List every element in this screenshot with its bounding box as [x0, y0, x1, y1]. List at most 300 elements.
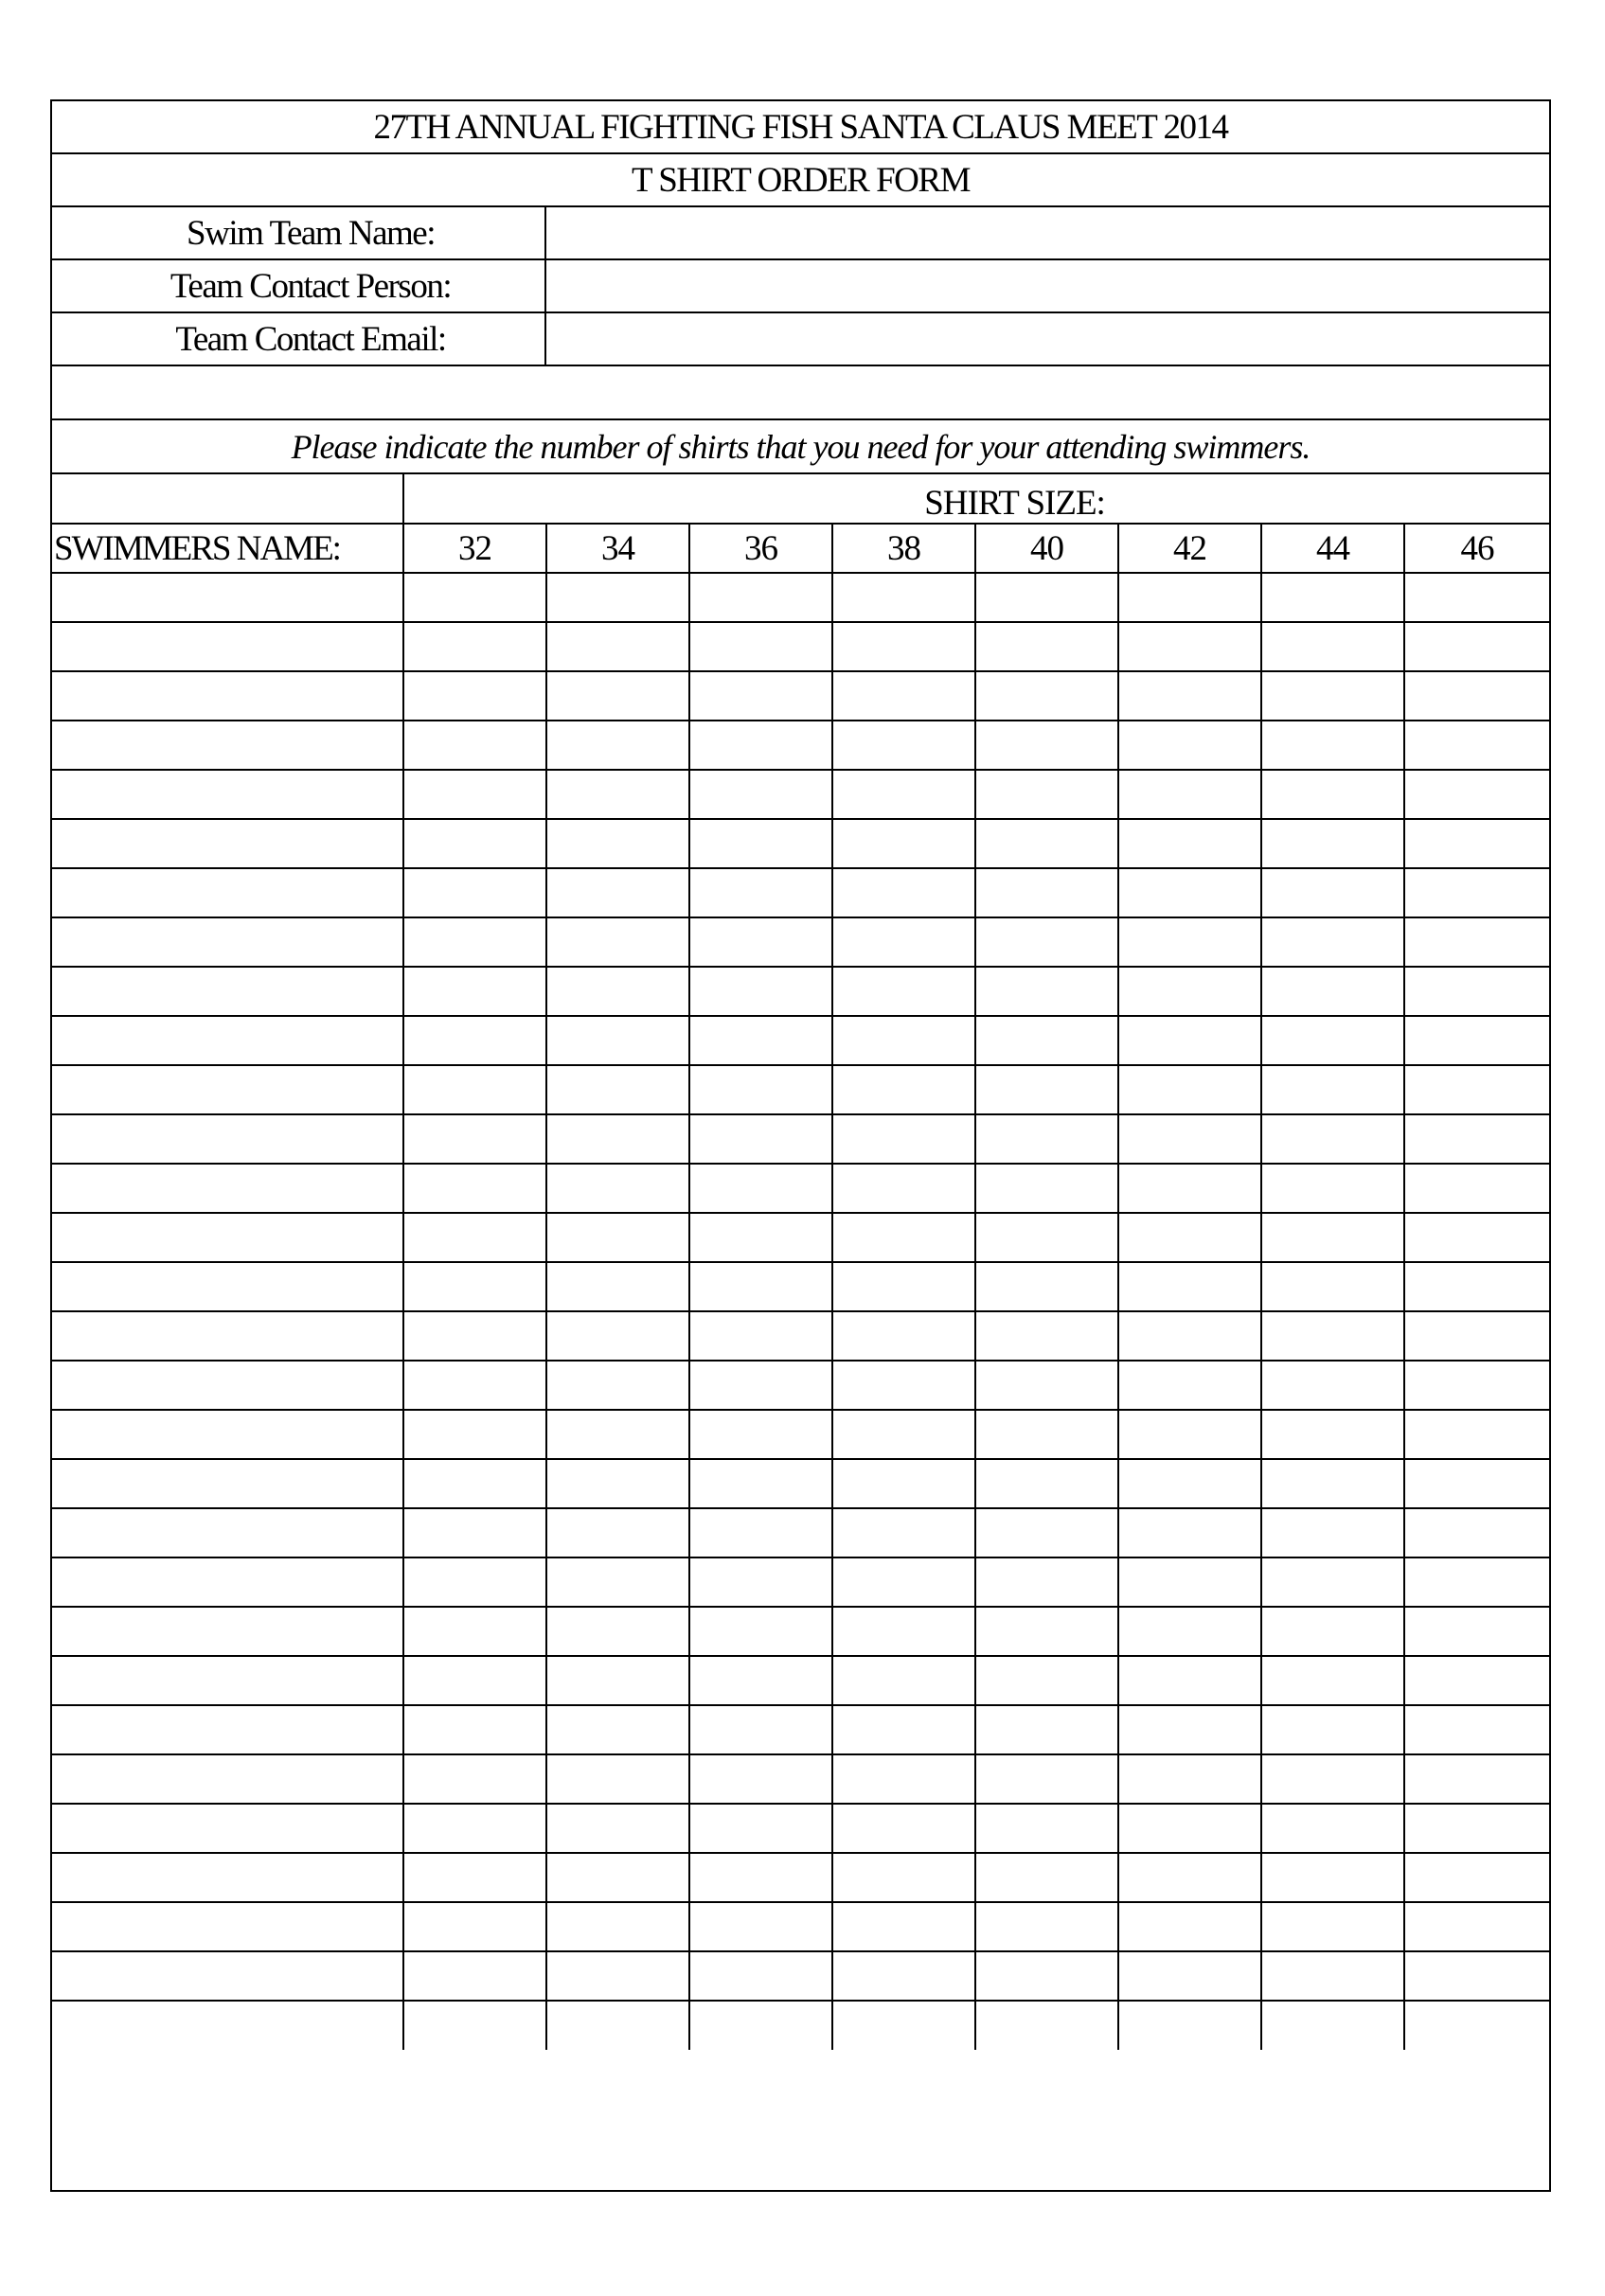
quantity-cell-36[interactable]: [689, 1853, 832, 1902]
quantity-cell-32[interactable]: [403, 1804, 546, 1853]
quantity-cell-42[interactable]: [1118, 1607, 1261, 1656]
quantity-cell-46[interactable]: [1404, 1361, 1549, 1410]
contact-person-label: Team Contact Person:: [52, 260, 546, 311]
quantity-cell-38[interactable]: [832, 1065, 975, 1114]
quantity-cell-32[interactable]: [403, 917, 546, 967]
quantity-cell-36[interactable]: [689, 2001, 832, 2050]
quantity-cell-46[interactable]: [1404, 967, 1549, 1016]
quantity-cell-38[interactable]: [832, 1459, 975, 1508]
quantity-cell-36[interactable]: [689, 1902, 832, 1951]
quantity-cell-38[interactable]: [832, 1607, 975, 1656]
quantity-cell-46[interactable]: [1404, 1114, 1549, 1164]
quantity-cell-40[interactable]: [975, 721, 1118, 770]
swimmer-name-cell[interactable]: [52, 1902, 403, 1951]
quantity-cell-34[interactable]: [546, 1754, 689, 1804]
quantity-cell-32[interactable]: [403, 868, 546, 917]
swimmer-name-cell[interactable]: [52, 1557, 403, 1607]
quantity-cell-32[interactable]: [403, 1754, 546, 1804]
quantity-cell-44[interactable]: [1261, 1705, 1404, 1754]
quantity-cell-40[interactable]: [975, 671, 1118, 721]
quantity-cell-44[interactable]: [1261, 868, 1404, 917]
quantity-cell-32[interactable]: [403, 1656, 546, 1705]
swimmer-name-cell[interactable]: [52, 868, 403, 917]
quantity-cell-36[interactable]: [689, 622, 832, 671]
quantity-cell-40[interactable]: [975, 1311, 1118, 1361]
quantity-cell-44[interactable]: [1261, 573, 1404, 622]
quantity-cell-46[interactable]: [1404, 671, 1549, 721]
quantity-cell-44[interactable]: [1261, 1557, 1404, 1607]
swimmer-name-cell[interactable]: [52, 1410, 403, 1459]
quantity-cell-34[interactable]: [546, 1656, 689, 1705]
quantity-cell-34[interactable]: [546, 868, 689, 917]
quantity-cell-42[interactable]: [1118, 770, 1261, 819]
quantity-cell-34[interactable]: [546, 1311, 689, 1361]
quantity-cell-46[interactable]: [1404, 1016, 1549, 1065]
quantity-cell-34[interactable]: [546, 1262, 689, 1311]
quantity-cell-40[interactable]: [975, 1607, 1118, 1656]
quantity-cell-32[interactable]: [403, 2001, 546, 2050]
quantity-cell-42[interactable]: [1118, 1951, 1261, 2001]
swimmer-name-cell[interactable]: [52, 1705, 403, 1754]
quantity-cell-34[interactable]: [546, 1459, 689, 1508]
quantity-cell-42[interactable]: [1118, 1754, 1261, 1804]
quantity-cell-46[interactable]: [1404, 1705, 1549, 1754]
quantity-cell-46[interactable]: [1404, 1607, 1549, 1656]
quantity-cell-42[interactable]: [1118, 1065, 1261, 1114]
quantity-cell-40[interactable]: [975, 1213, 1118, 1262]
quantity-cell-40[interactable]: [975, 770, 1118, 819]
quantity-cell-44[interactable]: [1261, 917, 1404, 967]
size-header-46: 46: [1404, 524, 1549, 573]
quantity-cell-40[interactable]: [975, 622, 1118, 671]
swimmer-name-cell[interactable]: [52, 1213, 403, 1262]
quantity-cell-42[interactable]: [1118, 1853, 1261, 1902]
quantity-cell-46[interactable]: [1404, 868, 1549, 917]
quantity-cell-42[interactable]: [1118, 1656, 1261, 1705]
swimmer-name-cell[interactable]: [52, 721, 403, 770]
quantity-cell-36[interactable]: [689, 671, 832, 721]
quantity-cell-34[interactable]: [546, 1164, 689, 1213]
swimmer-name-cell[interactable]: [52, 1262, 403, 1311]
quantity-cell-32[interactable]: [403, 1016, 546, 1065]
quantity-cell-38[interactable]: [832, 1164, 975, 1213]
table-row: [52, 1508, 1549, 1557]
quantity-cell-46[interactable]: [1404, 1557, 1549, 1607]
quantity-cell-44[interactable]: [1261, 1410, 1404, 1459]
quantity-cell-44[interactable]: [1261, 622, 1404, 671]
quantity-cell-46[interactable]: [1404, 770, 1549, 819]
quantity-cell-32[interactable]: [403, 671, 546, 721]
quantity-cell-38[interactable]: [832, 1114, 975, 1164]
quantity-cell-42[interactable]: [1118, 1262, 1261, 1311]
quantity-cell-46[interactable]: [1404, 1311, 1549, 1361]
quantity-cell-38[interactable]: [832, 1656, 975, 1705]
quantity-cell-36[interactable]: [689, 967, 832, 1016]
size-header-40: 40: [975, 524, 1118, 573]
quantity-cell-32[interactable]: [403, 573, 546, 622]
quantity-cell-42[interactable]: [1118, 1508, 1261, 1557]
quantity-cell-36[interactable]: [689, 573, 832, 622]
swimmers-name-header: SWIMMERS NAME:: [52, 524, 403, 573]
quantity-cell-40[interactable]: [975, 1065, 1118, 1114]
swimmer-name-cell[interactable]: [52, 1361, 403, 1410]
quantity-cell-36[interactable]: [689, 1557, 832, 1607]
quantity-cell-38[interactable]: [832, 622, 975, 671]
quantity-cell-40[interactable]: [975, 1804, 1118, 1853]
quantity-cell-44[interactable]: [1261, 1164, 1404, 1213]
table-row: [52, 1410, 1549, 1459]
quantity-cell-34[interactable]: [546, 1705, 689, 1754]
quantity-cell-32[interactable]: [403, 1951, 546, 2001]
swimmer-name-cell[interactable]: [52, 1607, 403, 1656]
swimmer-name-cell[interactable]: [52, 1164, 403, 1213]
quantity-cell-32[interactable]: [403, 1410, 546, 1459]
quantity-cell-42[interactable]: [1118, 1213, 1261, 1262]
quantity-cell-34[interactable]: [546, 1557, 689, 1607]
quantity-cell-32[interactable]: [403, 1213, 546, 1262]
quantity-cell-38[interactable]: [832, 1853, 975, 1902]
quantity-cell-40[interactable]: [975, 1114, 1118, 1164]
quantity-cell-46[interactable]: [1404, 573, 1549, 622]
quantity-cell-40[interactable]: [975, 1853, 1118, 1902]
quantity-cell-42[interactable]: [1118, 868, 1261, 917]
swimmer-name-cell[interactable]: [52, 1016, 403, 1065]
quantity-cell-44[interactable]: [1261, 1804, 1404, 1853]
swimmer-name-cell[interactable]: [52, 1065, 403, 1114]
quantity-cell-42[interactable]: [1118, 1705, 1261, 1754]
quantity-cell-40[interactable]: [975, 917, 1118, 967]
quantity-cell-36[interactable]: [689, 1213, 832, 1262]
quantity-cell-46[interactable]: [1404, 1410, 1549, 1459]
quantity-cell-40[interactable]: [975, 1557, 1118, 1607]
quantity-cell-40[interactable]: [975, 1410, 1118, 1459]
quantity-cell-36[interactable]: [689, 1262, 832, 1311]
quantity-cell-36[interactable]: [689, 1311, 832, 1361]
quantity-cell-44[interactable]: [1261, 2001, 1404, 2050]
swimmer-name-cell[interactable]: [52, 1311, 403, 1361]
quantity-cell-40[interactable]: [975, 967, 1118, 1016]
quantity-cell-44[interactable]: [1261, 1262, 1404, 1311]
swimmer-name-cell[interactable]: [52, 622, 403, 671]
contact-person-field[interactable]: [546, 260, 1549, 311]
quantity-cell-40[interactable]: [975, 1508, 1118, 1557]
quantity-cell-40[interactable]: [975, 573, 1118, 622]
contact-email-label: Team Contact Email:: [52, 313, 546, 365]
quantity-cell-46[interactable]: [1404, 1065, 1549, 1114]
swimmer-name-cell[interactable]: [52, 1656, 403, 1705]
quantity-cell-34[interactable]: [546, 1951, 689, 2001]
quantity-cell-44[interactable]: [1261, 1311, 1404, 1361]
table-row: [52, 1311, 1549, 1361]
swimmer-name-cell[interactable]: [52, 1459, 403, 1508]
quantity-cell-38[interactable]: [832, 917, 975, 967]
quantity-cell-46[interactable]: [1404, 1459, 1549, 1508]
quantity-cell-38[interactable]: [832, 819, 975, 868]
quantity-cell-44[interactable]: [1261, 1361, 1404, 1410]
quantity-cell-32[interactable]: [403, 721, 546, 770]
quantity-cell-40[interactable]: [975, 1262, 1118, 1311]
quantity-cell-36[interactable]: [689, 1656, 832, 1705]
quantity-cell-44[interactable]: [1261, 1213, 1404, 1262]
contact-email-field[interactable]: [546, 313, 1549, 365]
quantity-cell-36[interactable]: [689, 1804, 832, 1853]
quantity-cell-42[interactable]: [1118, 1016, 1261, 1065]
quantity-cell-46[interactable]: [1404, 1656, 1549, 1705]
quantity-cell-36[interactable]: [689, 1114, 832, 1164]
table-row: [52, 1213, 1549, 1262]
instructions: Please indicate the number of shirts that you need for your attending swimmers.: [52, 420, 1549, 474]
quantity-cell-44[interactable]: [1261, 1902, 1404, 1951]
header-blank-cell: [52, 474, 403, 524]
team-name-row: [52, 207, 1549, 260]
quantity-cell-36[interactable]: [689, 917, 832, 967]
quantity-cell-44[interactable]: [1261, 671, 1404, 721]
shirt-size-header-row: [52, 474, 1549, 524]
quantity-cell-38[interactable]: [832, 573, 975, 622]
quantity-cell-44[interactable]: [1261, 770, 1404, 819]
swimmer-name-cell[interactable]: [52, 1754, 403, 1804]
quantity-cell-42[interactable]: [1118, 1114, 1261, 1164]
size-header-42: 42: [1118, 524, 1261, 573]
quantity-cell-40[interactable]: [975, 1459, 1118, 1508]
quantity-cell-38[interactable]: [832, 770, 975, 819]
quantity-cell-34[interactable]: [546, 1361, 689, 1410]
quantity-cell-34[interactable]: [546, 1902, 689, 1951]
quantity-cell-42[interactable]: [1118, 1361, 1261, 1410]
swimmer-name-cell[interactable]: [52, 671, 403, 721]
quantity-cell-42[interactable]: [1118, 1459, 1261, 1508]
quantity-cell-32[interactable]: [403, 1853, 546, 1902]
quantity-cell-42[interactable]: [1118, 1902, 1261, 1951]
swimmer-name-cell[interactable]: [52, 917, 403, 967]
quantity-cell-42[interactable]: [1118, 1804, 1261, 1853]
swimmer-name-cell[interactable]: [52, 1114, 403, 1164]
quantity-cell-32[interactable]: [403, 1361, 546, 1410]
quantity-cell-34[interactable]: [546, 917, 689, 967]
quantity-cell-36[interactable]: [689, 1164, 832, 1213]
quantity-cell-34[interactable]: [546, 967, 689, 1016]
quantity-cell-46[interactable]: [1404, 1902, 1549, 1951]
quantity-cell-38[interactable]: [832, 671, 975, 721]
table-row: [52, 1361, 1549, 1410]
quantity-cell-34[interactable]: [546, 1114, 689, 1164]
quantity-cell-40[interactable]: [975, 1951, 1118, 2001]
quantity-cell-38[interactable]: [832, 721, 975, 770]
quantity-cell-44[interactable]: [1261, 1114, 1404, 1164]
quantity-cell-44[interactable]: [1261, 1065, 1404, 1114]
quantity-cell-44[interactable]: [1261, 721, 1404, 770]
quantity-cell-42[interactable]: [1118, 1410, 1261, 1459]
quantity-cell-34[interactable]: [546, 2001, 689, 2050]
quantity-cell-42[interactable]: [1118, 671, 1261, 721]
quantity-cell-46[interactable]: [1404, 2001, 1549, 2050]
quantity-cell-32[interactable]: [403, 1114, 546, 1164]
quantity-cell-46[interactable]: [1404, 1951, 1549, 2001]
table-row: [52, 868, 1549, 917]
quantity-cell-36[interactable]: [689, 819, 832, 868]
quantity-cell-32[interactable]: [403, 1902, 546, 1951]
quantity-cell-46[interactable]: [1404, 1262, 1549, 1311]
quantity-cell-40[interactable]: [975, 1016, 1118, 1065]
quantity-cell-32[interactable]: [403, 967, 546, 1016]
quantity-cell-38[interactable]: [832, 1262, 975, 1311]
table-row: [52, 917, 1549, 967]
quantity-cell-36[interactable]: [689, 721, 832, 770]
swimmer-name-cell[interactable]: [52, 770, 403, 819]
quantity-cell-42[interactable]: [1118, 967, 1261, 1016]
quantity-cell-46[interactable]: [1404, 1804, 1549, 1853]
quantity-cell-42[interactable]: [1118, 819, 1261, 868]
quantity-cell-36[interactable]: [689, 1361, 832, 1410]
quantity-cell-34[interactable]: [546, 573, 689, 622]
swimmer-name-cell[interactable]: [52, 1853, 403, 1902]
quantity-cell-32[interactable]: [403, 1508, 546, 1557]
table-row: [52, 1065, 1549, 1114]
quantity-cell-38[interactable]: [832, 1951, 975, 2001]
quantity-cell-42[interactable]: [1118, 917, 1261, 967]
quantity-cell-40[interactable]: [975, 868, 1118, 917]
quantity-cell-38[interactable]: [832, 1361, 975, 1410]
quantity-cell-38[interactable]: [832, 967, 975, 1016]
contact-person-row: [52, 260, 1549, 313]
table-row: [52, 721, 1549, 770]
quantity-cell-40[interactable]: [975, 1164, 1118, 1213]
quantity-cell-42[interactable]: [1118, 1557, 1261, 1607]
quantity-cell-36[interactable]: [689, 1410, 832, 1459]
swimmer-name-cell[interactable]: [52, 819, 403, 868]
quantity-cell-36[interactable]: [689, 770, 832, 819]
quantity-cell-34[interactable]: [546, 1853, 689, 1902]
quantity-cell-34[interactable]: [546, 1016, 689, 1065]
form-subtitle: T SHIRT ORDER FORM: [52, 154, 1549, 207]
quantity-cell-40[interactable]: [975, 1754, 1118, 1804]
quantity-cell-46[interactable]: [1404, 1754, 1549, 1804]
quantity-cell-40[interactable]: [975, 1705, 1118, 1754]
quantity-cell-36[interactable]: [689, 868, 832, 917]
quantity-cell-38[interactable]: [832, 868, 975, 917]
team-name-field[interactable]: [546, 207, 1549, 258]
quantity-cell-42[interactable]: [1118, 1311, 1261, 1361]
quantity-cell-32[interactable]: [403, 1311, 546, 1361]
quantity-cell-38[interactable]: [832, 1754, 975, 1804]
quantity-cell-46[interactable]: [1404, 819, 1549, 868]
quantity-cell-46[interactable]: [1404, 1853, 1549, 1902]
quantity-cell-32[interactable]: [403, 1705, 546, 1754]
quantity-cell-46[interactable]: [1404, 1164, 1549, 1213]
quantity-cell-46[interactable]: [1404, 1213, 1549, 1262]
swimmer-name-cell[interactable]: [52, 573, 403, 622]
quantity-cell-38[interactable]: [832, 1557, 975, 1607]
quantity-cell-32[interactable]: [403, 819, 546, 868]
swimmer-name-cell[interactable]: [52, 2001, 403, 2050]
quantity-cell-34[interactable]: [546, 1607, 689, 1656]
quantity-cell-34[interactable]: [546, 770, 689, 819]
quantity-cell-42[interactable]: [1118, 721, 1261, 770]
table-row: [52, 671, 1549, 721]
quantity-cell-38[interactable]: [832, 1213, 975, 1262]
quantity-cell-40[interactable]: [975, 819, 1118, 868]
quantity-cell-34[interactable]: [546, 1410, 689, 1459]
quantity-cell-44[interactable]: [1261, 1016, 1404, 1065]
quantity-cell-40[interactable]: [975, 2001, 1118, 2050]
quantity-cell-42[interactable]: [1118, 622, 1261, 671]
quantity-cell-32[interactable]: [403, 770, 546, 819]
quantity-cell-40[interactable]: [975, 1656, 1118, 1705]
quantity-cell-34[interactable]: [546, 622, 689, 671]
swimmer-name-cell[interactable]: [52, 1508, 403, 1557]
quantity-cell-32[interactable]: [403, 1557, 546, 1607]
quantity-cell-34[interactable]: [546, 1804, 689, 1853]
table-row: [52, 1853, 1549, 1902]
table-row: [52, 1262, 1549, 1311]
quantity-cell-40[interactable]: [975, 1902, 1118, 1951]
quantity-cell-42[interactable]: [1118, 2001, 1261, 2050]
quantity-cell-46[interactable]: [1404, 917, 1549, 967]
quantity-cell-38[interactable]: [832, 1311, 975, 1361]
quantity-cell-42[interactable]: [1118, 573, 1261, 622]
quantity-cell-32[interactable]: [403, 1459, 546, 1508]
quantity-cell-42[interactable]: [1118, 1164, 1261, 1213]
quantity-cell-36[interactable]: [689, 1607, 832, 1656]
quantity-cell-32[interactable]: [403, 1065, 546, 1114]
quantity-cell-32[interactable]: [403, 1607, 546, 1656]
quantity-cell-44[interactable]: [1261, 1508, 1404, 1557]
quantity-cell-44[interactable]: [1261, 1607, 1404, 1656]
quantity-cell-46[interactable]: [1404, 721, 1549, 770]
swimmer-name-cell[interactable]: [52, 1951, 403, 2001]
spacer-row: [52, 366, 1549, 420]
quantity-cell-36[interactable]: [689, 1705, 832, 1754]
quantity-cell-34[interactable]: [546, 721, 689, 770]
quantity-cell-34[interactable]: [546, 1508, 689, 1557]
quantity-cell-36[interactable]: [689, 1016, 832, 1065]
quantity-cell-36[interactable]: [689, 1508, 832, 1557]
quantity-cell-36[interactable]: [689, 1459, 832, 1508]
table-row: [52, 1459, 1549, 1508]
quantity-cell-44[interactable]: [1261, 1754, 1404, 1804]
quantity-cell-40[interactable]: [975, 1361, 1118, 1410]
quantity-cell-34[interactable]: [546, 1213, 689, 1262]
quantity-cell-34[interactable]: [546, 671, 689, 721]
quantity-cell-44[interactable]: [1261, 967, 1404, 1016]
quantity-cell-38[interactable]: [832, 1016, 975, 1065]
quantity-cell-32[interactable]: [403, 622, 546, 671]
quantity-cell-36[interactable]: [689, 1065, 832, 1114]
quantity-cell-38[interactable]: [832, 1410, 975, 1459]
quantity-cell-44[interactable]: [1261, 1853, 1404, 1902]
swimmer-name-cell[interactable]: [52, 967, 403, 1016]
quantity-cell-36[interactable]: [689, 1951, 832, 2001]
quantity-cell-44[interactable]: [1261, 1656, 1404, 1705]
quantity-cell-46[interactable]: [1404, 622, 1549, 671]
quantity-cell-46[interactable]: [1404, 1508, 1549, 1557]
quantity-cell-38[interactable]: [832, 1902, 975, 1951]
quantity-cell-38[interactable]: [832, 1508, 975, 1557]
quantity-cell-38[interactable]: [832, 2001, 975, 2050]
quantity-cell-32[interactable]: [403, 1262, 546, 1311]
quantity-cell-34[interactable]: [546, 819, 689, 868]
quantity-cell-34[interactable]: [546, 1065, 689, 1114]
quantity-cell-32[interactable]: [403, 1164, 546, 1213]
table-row: [52, 1114, 1549, 1164]
quantity-cell-38[interactable]: [832, 1804, 975, 1853]
quantity-cell-38[interactable]: [832, 1705, 975, 1754]
quantity-cell-44[interactable]: [1261, 819, 1404, 868]
quantity-cell-36[interactable]: [689, 1754, 832, 1804]
swimmer-name-cell[interactable]: [52, 1804, 403, 1853]
quantity-cell-44[interactable]: [1261, 1951, 1404, 2001]
quantity-cell-44[interactable]: [1261, 1459, 1404, 1508]
